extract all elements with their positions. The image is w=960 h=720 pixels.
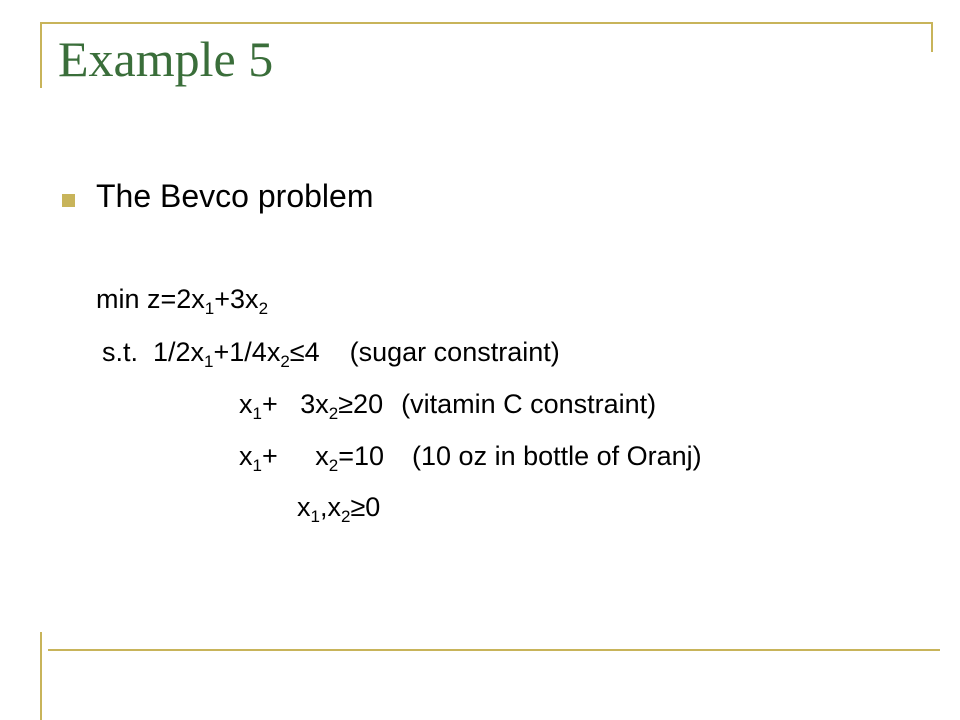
frame-bottom-line	[48, 649, 940, 651]
constraint-bottle: $x_1+$ $x_2=10$ (10 oz in bottle of Oranj)	[239, 441, 702, 475]
slide-title: Example 5	[58, 31, 274, 87]
objective-line: $\min z=2x_1+3x_2$	[96, 284, 269, 318]
bullet-text: The Bevco problem	[96, 178, 374, 214]
frame-left-line	[40, 22, 42, 88]
frame-right-line	[931, 22, 933, 52]
bullet-square-icon	[62, 194, 75, 207]
frame-bottom-left-line	[40, 632, 42, 720]
constraint-vitamin-c: $x_1+ 3x_2\ge 20$ (vitamin C constraint)	[239, 389, 657, 423]
constraint-sugar: s.t. $1/2x_1+1/4x_2\le 4$ (sugar constraint)	[102, 337, 560, 371]
constraint-nonnegativity: $x_1,x_2\ge 0$	[297, 492, 381, 526]
frame-top-line	[40, 22, 933, 24]
